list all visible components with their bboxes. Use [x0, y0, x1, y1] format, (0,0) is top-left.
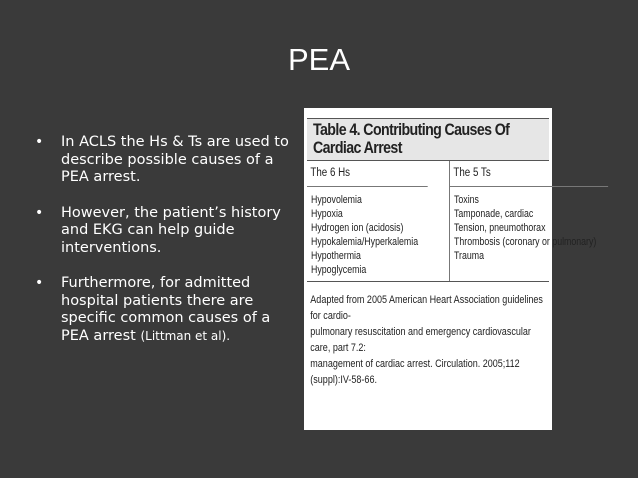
table-cell: Tension, pneumothorax [453, 222, 546, 234]
bullet-text: Furthermore, for admitted hospital patients there are specific common causes of a PEA arrest [61, 275, 271, 344]
table-header [307, 118, 549, 161]
table-cell: Tamponade, cardiac [453, 208, 534, 220]
bullet-item [33, 205, 295, 258]
table-column-ts [450, 161, 636, 281]
bullet-text: In ACLS the Hs & Ts are used to describe possible causes of a PEA arrest. [61, 134, 289, 185]
footnote-line: Adapted from 2005 American Heart Association guidelines for cardio- [310, 294, 543, 322]
table-cell: Trauma [453, 250, 484, 262]
table-cell: Hypoxia [311, 208, 343, 220]
table-cell: Hypokalemia/Hyperkalemia [311, 236, 419, 248]
column-items [450, 187, 636, 267]
table-column-hs [307, 161, 450, 281]
footnote-line: management of cardiac arrest. Circulation. 2005;112 (suppl):IV-58-66. [310, 358, 520, 386]
column-items [307, 187, 449, 281]
column-header: The 6 Hs [307, 161, 428, 187]
slide-title: PEA [287, 42, 351, 77]
causes-table-image [304, 108, 597, 430]
bullet-text: However, the patient’s history and EKG can help guide interventions. [61, 204, 281, 256]
table-cell: Toxins [453, 194, 479, 206]
table-cell: Hypoglycemia [311, 264, 367, 276]
bullet-item [33, 134, 295, 187]
table-cell: Hydrogen ion (acidosis) [311, 222, 404, 234]
bullet-citation: (Littman et al). [140, 328, 231, 343]
table-caption: Table 4. Contributing Causes Of Cardiac Arrest [313, 121, 510, 157]
bullet-dot-icon: • [35, 275, 44, 291]
table-cell: Hypovolemia [311, 194, 362, 206]
table-cell: Thrombosis (coronary or pulmonary) [453, 236, 597, 248]
bullet-dot-icon: • [35, 134, 44, 150]
bullet-item [33, 275, 295, 345]
footnote-line: pulmonary resuscitation and emergency cardiovascular care, part 7.2: [310, 326, 531, 354]
table-footnote [307, 282, 551, 388]
bullet-dot-icon: • [35, 204, 44, 221]
bullet-list [33, 134, 295, 363]
table-cell: Hypothermia [311, 250, 361, 262]
table-grid [307, 161, 597, 282]
column-header: The 5 Ts [450, 161, 608, 187]
